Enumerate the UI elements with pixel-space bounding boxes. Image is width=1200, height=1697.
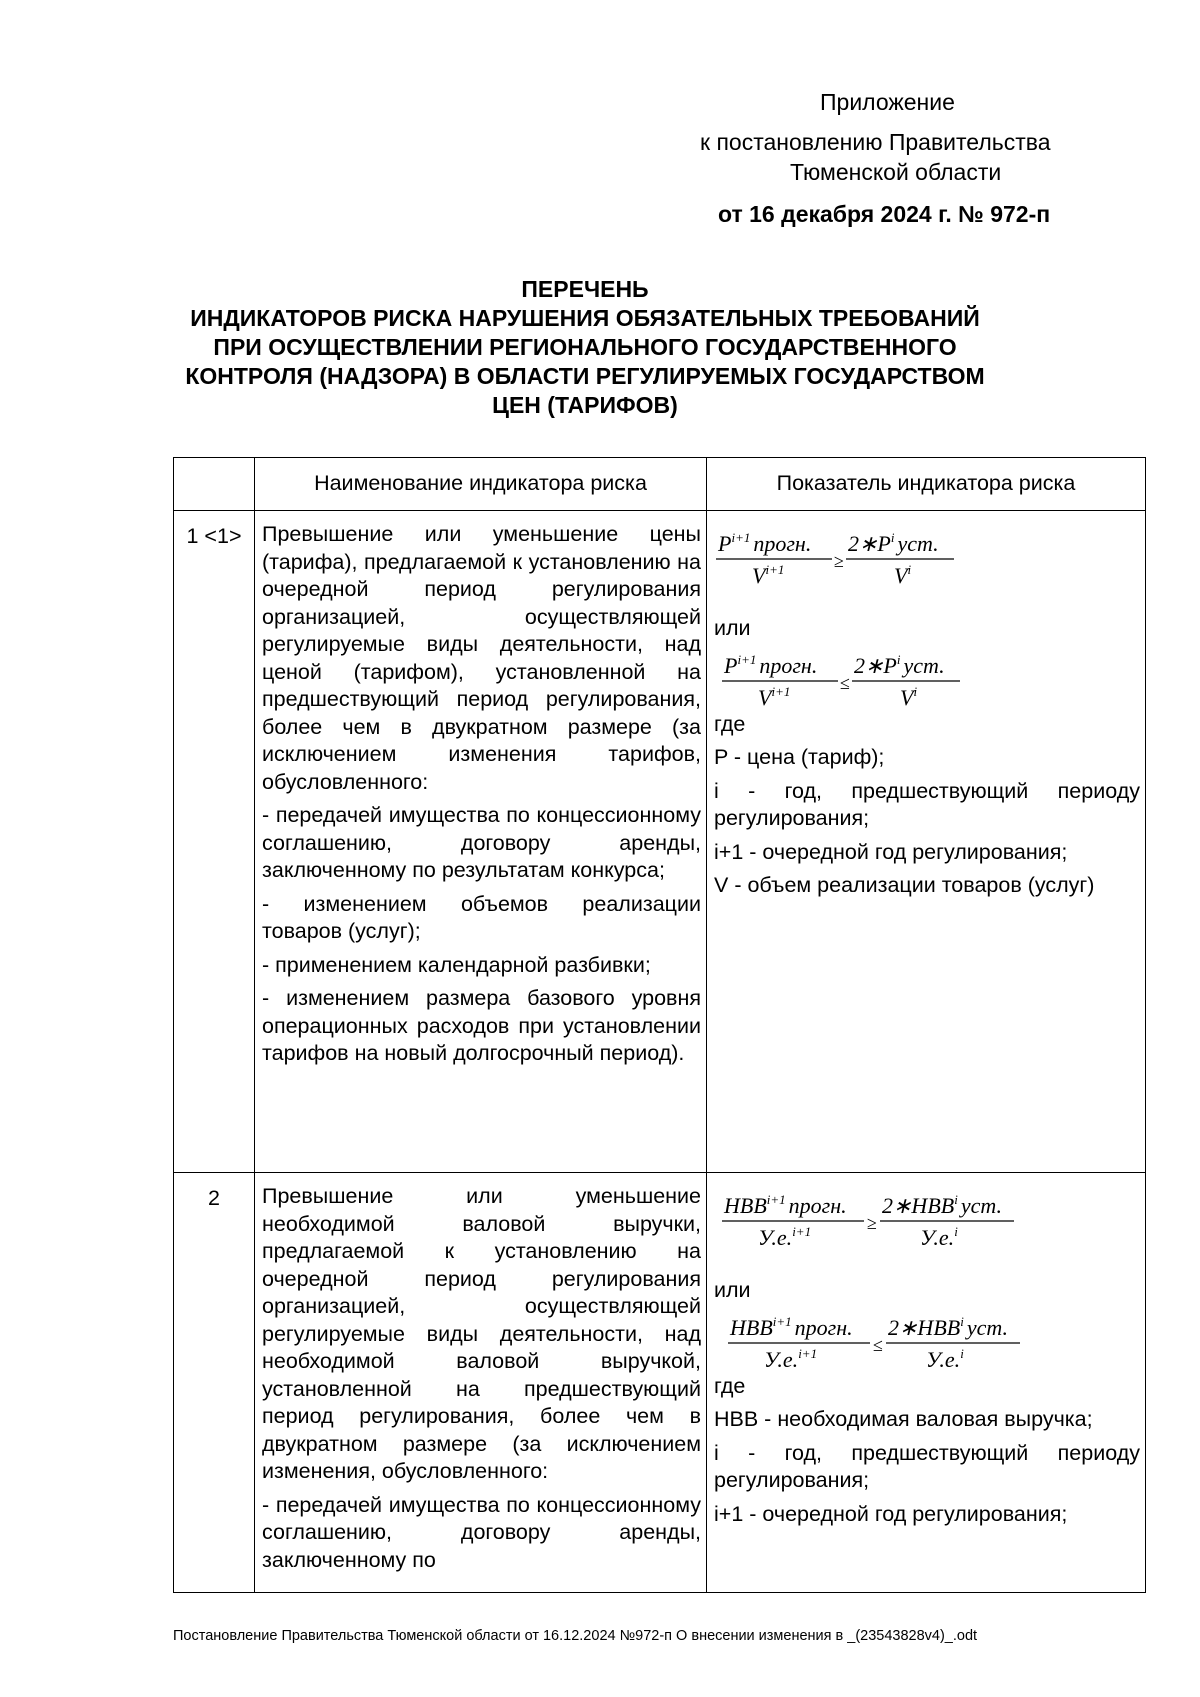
row-indicator [707, 1173, 1146, 1593]
svg-text:Vi+1: $V^{i+1}$ [758, 683, 791, 710]
title-line: ПЕРЕЧЕНЬ [521, 276, 649, 302]
definition: i+1 - очередной год регулирования; [714, 1501, 1068, 1526]
svg-text:У.е.i: У.е.$^i$ [926, 1345, 964, 1372]
formula [714, 1187, 1140, 1251]
table-row [174, 511, 1146, 1173]
definition: НВВ - необходимая валовая выручка; [714, 1407, 1093, 1431]
svg-text:≤: ≤ [873, 1334, 883, 1355]
document-title [150, 275, 1020, 420]
where-label: где [714, 711, 746, 736]
where-label: где [714, 1373, 746, 1398]
region-label: Тюменской области [790, 159, 1002, 185]
title-line: КОНТРОЛЯ (НАДЗОРА) В ОБЛАСТИ РЕГУЛИРУЕМЫХ ГОСУДАРСТВОМ [185, 363, 985, 389]
header-name: Наименование индикатора риска [255, 458, 707, 511]
title-line: ИНДИКАТОРОВ РИСКА НАРУШЕНИЯ ОБЯЗАТЕЛЬНЫХ ТРЕБОВАНИЙ [190, 305, 980, 331]
title-line: ЦЕН (ТАРИФОВ) [492, 392, 678, 418]
formula-svg [714, 525, 964, 589]
svg-text:≤: ≤ [840, 672, 850, 693]
name-paragraph: - изменением размера базового уровня операционных расходов при установлении тарифов на новый долгосрочный период). [262, 986, 701, 1065]
svg-text:НВВi+1прогн.: $НВВ^{i+1}$ прогн. [730, 1313, 853, 1340]
name-paragraph: - передачей имущества по концессионному соглашению, договору аренды, заключенному по [262, 1492, 701, 1572]
svg-text:2∗Piуст.: $2∗P^i$ уст. [854, 651, 945, 678]
svg-text:2∗НВВiуст.: 2∗НВВ$^i$ уст. [888, 1313, 1009, 1340]
page-footer: Постановление Правительства Тюменской области от 16.12.2024 №972-п О внесении изменения в _(23543828v4)_.odt [173, 1628, 978, 1644]
definition: P - цена (тариф); [714, 745, 885, 769]
svg-text:Pi+1прогн.: $P^{i+1}$ прогн. [718, 530, 812, 556]
or-label: или [714, 1278, 751, 1302]
row-number: 2 [174, 1173, 255, 1593]
formula-text: P [718, 531, 732, 556]
name-paragraph: Превышение или уменьшение цены (тарифа), предлагаемой к установлению на очередной период регулирования организацией, осуществляющей регулируемые виды деятельности, над ценой (тарифом), установленной на предшествующий период регулирования, более чем в двукратном размере (за исключением изменения тарифов, обусловленного: [262, 522, 701, 794]
svg-text:У.е.i+1: У.е.$^{i+1}$ [758, 1224, 812, 1250]
or-label: или [714, 616, 751, 640]
svg-text:НВВi+1прогн.: $НВВ^{i+1}$ прогн. [724, 1192, 847, 1218]
definition: i - год, предшествующий периоду регулирования; [714, 778, 1140, 830]
definition: V - объем реализации товаров (услуг) [714, 873, 1095, 897]
table-row [174, 1173, 1146, 1593]
formula-svg [714, 1187, 1024, 1251]
definition: i - год, предшествующий периоду регулирования; [714, 1440, 1140, 1492]
title-line: ПРИ ОСУЩЕСТВЛЕНИИ РЕГИОНАЛЬНОГО ГОСУДАРСТВЕННОГО [213, 334, 957, 360]
name-paragraph: - применением календарной разбивки; [262, 952, 651, 977]
row-name [255, 511, 707, 1173]
row-number: 1 <1> [174, 511, 255, 1173]
svg-text:2∗НВВiуст.: 2∗НВВ$^i$ уст. [882, 1192, 1003, 1218]
svg-text:У.е.i+1: У.е.$^{i+1}$ [764, 1345, 818, 1372]
formula [714, 647, 1140, 711]
formula-svg [714, 1309, 1034, 1373]
formula-svg [714, 647, 964, 711]
definition: i+1 - очередной год регулирования; [714, 839, 1068, 864]
name-paragraph: Превышение или уменьшение необходимой валовой выручки, предлагаемой к установлению на очередной период регулирования организацией, осуществляющей регулируемые виды деятельности, над необходимой валовой выручкой, установленной на предшествующий период регулирования, более чем в двукратном размере (за исключением изменения, обусловленного: [262, 1184, 701, 1483]
operator: ≥ [834, 551, 844, 571]
row-indicator [707, 511, 1146, 1173]
svg-text:Pi+1прогн.: $P^{i+1}$ прогн. [724, 651, 818, 678]
table-header-row [174, 458, 1146, 511]
appendix-label: Приложение [820, 89, 955, 115]
name-paragraph: - передачей имущества по концессионному соглашению, договору аренды, заключенному по результатам конкурса; [262, 803, 701, 882]
header-indicator: Показатель индикатора риска [707, 458, 1146, 511]
svg-text:Vi: $V^i$ [894, 562, 912, 588]
svg-text:Vi: $V^i$ [900, 683, 918, 710]
risk-indicators-table [173, 457, 1146, 1593]
svg-text:У.е.i: У.е.$^i$ [920, 1224, 958, 1250]
name-paragraph: - изменением объемов реализации товаров (услуг); [262, 891, 701, 943]
row-name [255, 1173, 707, 1593]
date-number-label: от 16 декабря 2024 г. № 972-п [718, 201, 1051, 227]
formula [714, 1309, 1140, 1373]
formula [714, 525, 1140, 589]
svg-text:2∗Piуст.: $2∗P^i$ уст. [848, 530, 939, 556]
header-number [174, 458, 255, 511]
resolution-label: к постановлению Правительства [700, 129, 1051, 155]
svg-text:Vi+1: $V^{i+1}$ [752, 562, 785, 588]
svg-text:≥: ≥ [867, 1213, 877, 1233]
